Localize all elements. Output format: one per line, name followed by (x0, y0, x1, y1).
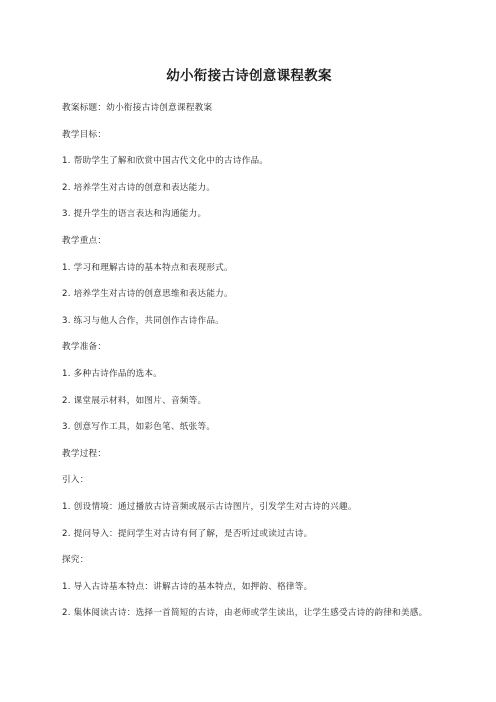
objective-item-2: 2. 培养学生对古诗的创意和表达能力。 (62, 182, 216, 193)
objective-item-1: 1. 帮助学生了解和欣赏中国古代文化中的古诗作品。 (62, 156, 269, 167)
preparation-item-1: 1. 多种古诗作品的选本。 (62, 368, 163, 379)
section-heading-key-points: 教学重点： (62, 235, 107, 246)
key-point-item-2: 2. 培养学生对古诗的创意思维和表达能力。 (62, 289, 233, 300)
subheading-exploration: 探究： (62, 555, 89, 566)
section-heading-process: 教学过程： (62, 448, 107, 459)
preparation-item-3: 3. 创意写作工具，如彩色笔、纸张等。 (62, 422, 216, 433)
preparation-item-2: 2. 课堂展示材料，如图片、音频等。 (62, 395, 207, 406)
key-point-item-1: 1. 学习和理解古诗的基本特点和表现形式。 (62, 262, 233, 273)
introduction-item-2: 2. 提问导入：提问学生对古诗有何了解，是否听过或读过古诗。 (62, 528, 313, 539)
lesson-title-line: 教案标题：幼小衔接古诗创意课程教案 (62, 103, 213, 113)
section-heading-objectives: 教学目标： (62, 129, 107, 140)
key-point-item-3: 3. 练习与他人合作，共同创作古诗作品。 (62, 315, 225, 326)
exploration-item-1: 1. 导入古诗基本特点：讲解古诗的基本特点，如押韵、格律等。 (62, 581, 313, 592)
subheading-introduction: 引入： (62, 475, 89, 486)
exploration-item-2: 2. 集体阅读古诗：选择一首简短的古诗，由老师或学生读出，让学生感受古诗的韵律和美感。 (62, 608, 428, 619)
objective-item-3: 3. 提升学生的语言表达和沟通能力。 (62, 209, 207, 220)
section-heading-preparation: 教学准备： (62, 342, 107, 353)
introduction-item-1: 1. 创设情境：通过播放古诗音频或展示古诗图片，引发学生对古诗的兴趣。 (62, 501, 357, 512)
document-title: 幼小衔接古诗创意课程教案 (166, 68, 332, 84)
